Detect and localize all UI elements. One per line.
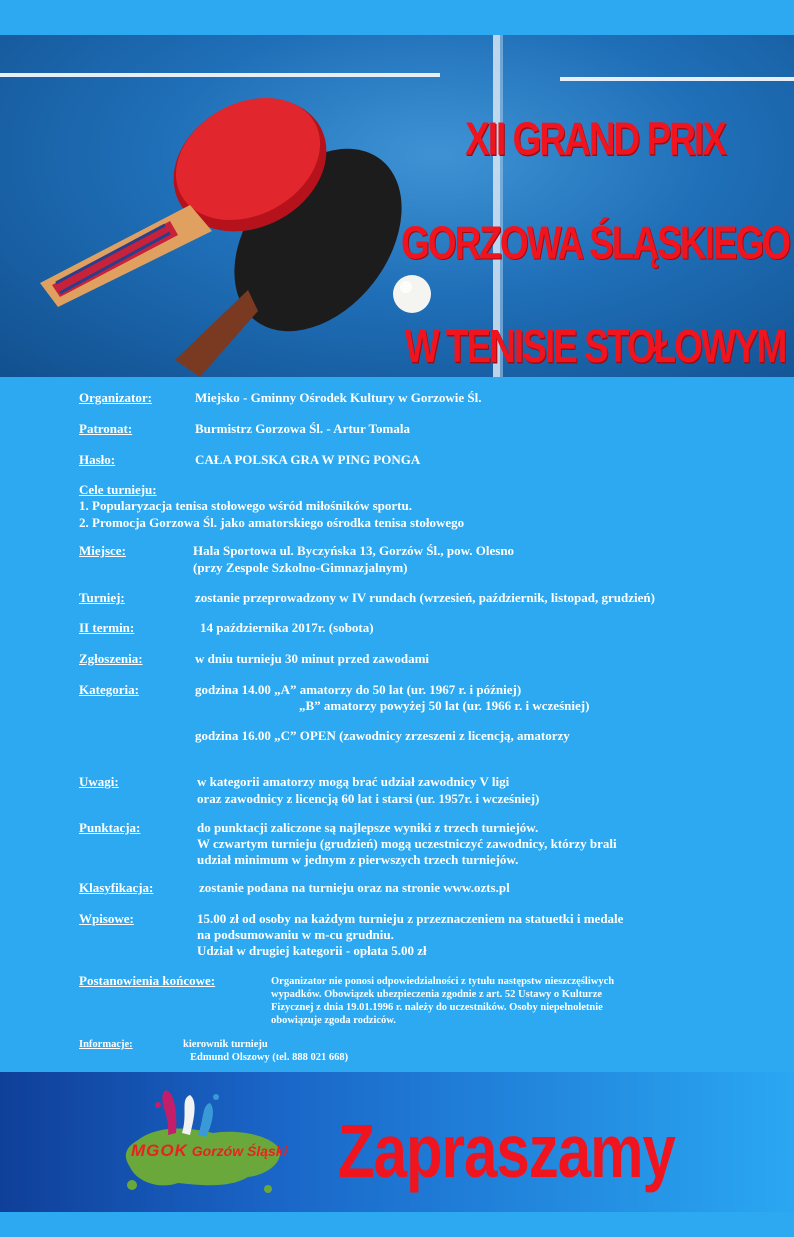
haslo-label: Hasło: <box>79 452 116 467</box>
info-section <box>0 377 794 1072</box>
uwagi-line-2: oraz zawodnicy z licencją 60 lat i starsi (ur. 1957r. i wcześniej) <box>197 791 540 806</box>
termin-value: 14 października 2017r. (sobota) <box>200 620 374 635</box>
patronat-label: Patronat: <box>79 421 133 436</box>
informacje-line-1: kierownik turnieju <box>183 1039 268 1050</box>
hero-banner <box>0 35 794 377</box>
wpisowe-line-3: Udział w drugiej kategorii - opłata 5.00 zł <box>197 943 427 958</box>
informacje-line-2: Edmund Olszowy (tel. 888 021 668) <box>190 1052 349 1063</box>
postanowienia-line-2: wypadków. Obowiązek ubezpieczenia zgodnie z art. 52 Ustawy o Kulturze <box>271 989 603 1000</box>
title-line-2: GORZOWA ŚLĄSKIEGO <box>400 217 790 269</box>
table-line <box>560 77 794 81</box>
organizator-label: Organizator: <box>79 390 152 405</box>
wpisowe-line-2: na podsumowaniu w m-cu grudniu. <box>197 927 394 942</box>
informacje-label: Informacje: <box>79 1039 133 1050</box>
wpisowe-line-1: 15.00 zł od osoby na każdym turnieju z przeznaczeniem na statuetki i medale <box>197 911 624 926</box>
top-strip <box>0 0 794 35</box>
turniej-label: Turniej: <box>79 590 125 605</box>
title-line-1: XII GRAND PRIX <box>465 113 725 165</box>
postanowienia-line-4: obowiązuje zgoda rodziców. <box>271 1015 396 1026</box>
zgloszenia-label: Zgłoszenia: <box>79 651 143 666</box>
kategoria-line-3: godzina 16.00 „C” OPEN (zawodnicy zrzeszeni z licencją, amatorzy <box>195 728 570 743</box>
miejsce-label: Miejsce: <box>79 543 126 558</box>
kategoria-line-1: godzina 14.00 „A” amatorzy do 50 lat (ur. 1967 r. i później) <box>195 682 522 697</box>
miejsce-line-2: (przy Zespole Szkolno-Gimnazjalnym) <box>193 560 408 575</box>
punktacja-label: Punktacja: <box>79 820 141 835</box>
turniej-value: zostanie przeprowadzony w IV rundach (wrzesień, październik, listopad, grudzień) <box>195 590 655 605</box>
kategoria-label: Kategoria: <box>79 682 139 697</box>
organizator-value: Miejsko - Gminny Ośrodek Kultury w Gorzowie Śl. <box>195 390 482 405</box>
patronat-value: Burmistrz Gorzowa Śl. - Artur Tomala <box>195 421 410 436</box>
termin-label: II termin: <box>79 620 135 635</box>
punktacja-line-2: W czwartym turnieju (grudzień) mogą uczestniczyć zawodnicy, którzy brali <box>197 836 617 851</box>
punktacja-line-3: udział minimum w jednym z pierwszych trzech turniejów. <box>197 852 519 867</box>
event-title <box>395 87 794 377</box>
klasyfikacja-label: Klasyfikacja: <box>79 880 154 895</box>
zgloszenia-value: w dniu turnieju 30 minut przed zawodami <box>195 651 430 666</box>
logo-mgok: MGOK <box>131 1141 188 1160</box>
postanowienia-label: Postanowienia końcowe: <box>79 973 216 988</box>
invitation-text: Zapraszamy <box>338 1109 675 1193</box>
postanowienia-line-1: Organizator nie ponosi odpowiedzialności z tytułu następstw nieszczęśliwych <box>271 976 615 987</box>
haslo-value: CAŁA POLSKA GRA W PING PONGA <box>195 452 421 467</box>
logo-place: Gorzów Śląski <box>191 1143 288 1159</box>
cele-line-2: 2. Promocja Gorzowa Śl. jako amatorskiego ośrodka tenisa stołowego <box>79 515 465 530</box>
cele-label: Cele turnieju: <box>79 482 157 497</box>
wpisowe-label: Wpisowe: <box>79 911 134 926</box>
table-line <box>0 73 440 77</box>
miejsce-line-1: Hala Sportowa ul. Byczyńska 13, Gorzów Śl., pow. Olesno <box>193 543 515 558</box>
title-line-3: W TENISIE STOŁOWYM <box>404 320 786 372</box>
bottom-strip <box>0 1212 794 1237</box>
kategoria-line-2: „B” amatorzy powyżej 50 lat (ur. 1966 r. i wcześniej) <box>299 698 590 713</box>
logo-text <box>131 1141 287 1161</box>
uwagi-label: Uwagi: <box>79 774 119 789</box>
klasyfikacja-value: zostanie podana na turnieju oraz na stronie www.ozts.pl <box>199 880 510 895</box>
postanowienia-line-3: Fizycznej z dnia 19.01.1996 r. należy do uczestników. Osoby niepełnoletnie <box>271 1002 603 1013</box>
uwagi-line-1: w kategorii amatorzy mogą brać udział zawodnicy V ligi <box>197 774 510 789</box>
cele-line-1: 1. Popularyzacja tenisa stołowego wśród miłośników sportu. <box>79 498 412 513</box>
punktacja-line-1: do punktacji zaliczone są najlepsze wyniki z trzech turniejów. <box>197 820 539 835</box>
